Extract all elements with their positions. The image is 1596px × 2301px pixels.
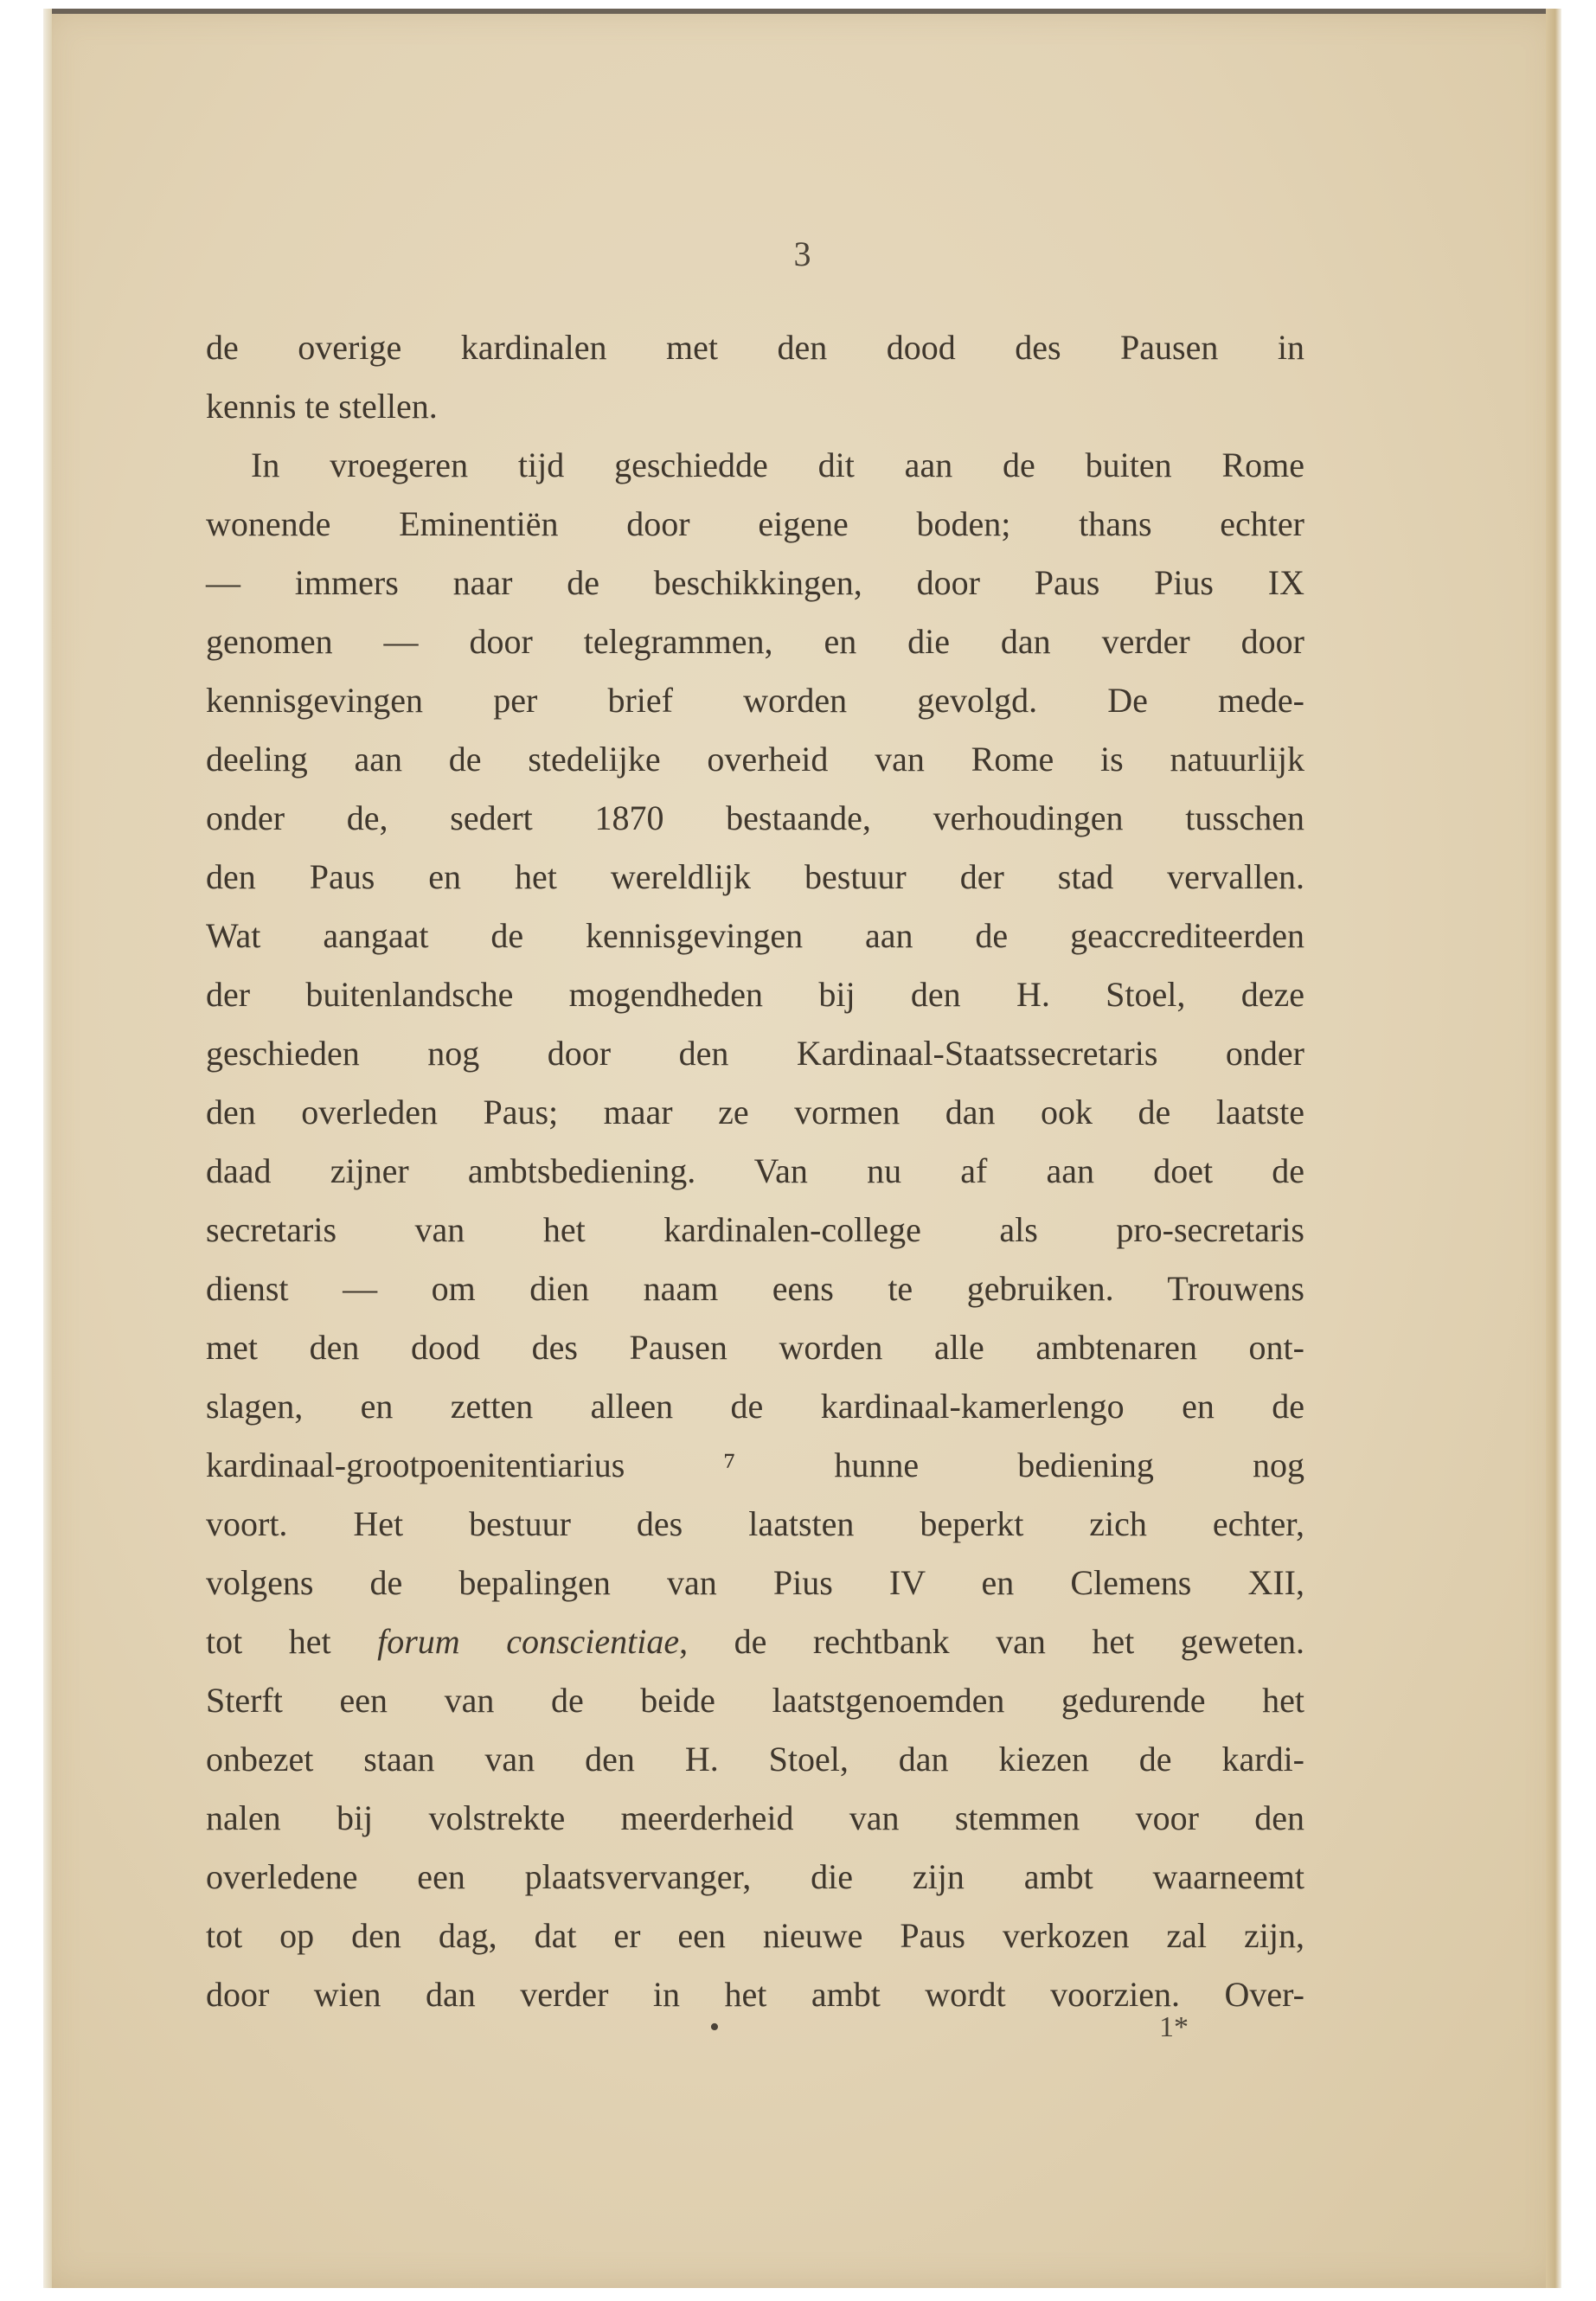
ornament-dot: • bbox=[709, 2011, 720, 2043]
text-line: de overige kardinalen met den dood des Pausen in bbox=[206, 328, 1304, 367]
text-line: voort. Het bestuur des laatsten beperkt zich echter, bbox=[206, 1504, 1304, 1543]
text-line: Sterft een van de beide laatstgenoemden gedurende het bbox=[206, 1681, 1304, 1720]
top-rule bbox=[43, 9, 1561, 14]
text-segment: , de rechtbank van het geweten. bbox=[679, 1622, 1304, 1661]
text-line: nalen bij volstrekte meerderheid van stemmen voor den bbox=[206, 1798, 1304, 1837]
book-page bbox=[43, 9, 1561, 2288]
text-line: volgens de bepalingen van Pius IV en Clemens XII, bbox=[206, 1563, 1304, 1602]
signature-mark bbox=[43, 2011, 1561, 2054]
text-line: Wat aangaat de kennisgevingen aan de geaccrediteerden bbox=[206, 916, 1304, 955]
body-text bbox=[206, 318, 1304, 2024]
text-line: onder de, sedert 1870 bestaande, verhoudingen tusschen bbox=[206, 798, 1304, 837]
text-segment: tot het bbox=[206, 1622, 331, 1661]
text-line: kardinaal-grootpoenitentiarius ⁷ hunne bediening nog bbox=[206, 1445, 1304, 1484]
text-line: den Paus en het wereldlijk bestuur der stad vervallen. bbox=[206, 857, 1304, 896]
text-line: door wien dan verder in het ambt wordt voorzien. Over- bbox=[206, 1975, 1304, 2014]
text-line: slagen, en zetten alleen de kardinaal-kamerlengo en de bbox=[206, 1387, 1304, 1426]
latin-phrase: forum conscientiae bbox=[377, 1622, 680, 1661]
text-line: den overleden Paus; maar ze vormen dan ook de laatste bbox=[206, 1093, 1304, 1131]
text-line: kennis te stellen. bbox=[206, 387, 438, 426]
text-line: secretaris van het kardinalen-college als pro-secretaris bbox=[206, 1210, 1304, 1249]
page-edge-right bbox=[1546, 9, 1561, 2288]
page-number: 3 bbox=[793, 234, 811, 273]
text-line: onbezet staan van den H. Stoel, dan kiezen de kardi- bbox=[206, 1740, 1304, 1779]
page-edge-left bbox=[43, 9, 52, 2288]
text-line: wonende Eminentiën door eigene boden; thans echter bbox=[206, 504, 1304, 543]
text-line: geschieden nog door den Kardinaal-Staatssecretaris onder bbox=[206, 1034, 1304, 1073]
text-line: tot op den dag, dat er een nieuwe Paus verkozen zal zijn, bbox=[206, 1916, 1304, 1955]
text-line-mixed bbox=[206, 1612, 1304, 1671]
text-line: daad zijner ambtsbediening. Van nu af aan doet de bbox=[206, 1151, 1304, 1190]
text-line: — immers naar de beschikkingen, door Paus Pius IX bbox=[206, 563, 1304, 602]
gathering-signature: 1* bbox=[1159, 2011, 1189, 2043]
text-line: der buitenlandsche mogendheden bij den H. Stoel, deze bbox=[206, 975, 1304, 1014]
text-line: met den dood des Pausen worden alle ambtenaren ont- bbox=[206, 1328, 1304, 1367]
text-line: overledene een plaatsvervanger, die zijn ambt waarneemt bbox=[206, 1857, 1304, 1896]
text-line: kennisgevingen per brief worden gevolgd. De mede- bbox=[206, 681, 1304, 720]
text-line: In vroegeren tijd geschiedde dit aan de buiten Rome bbox=[251, 445, 1304, 484]
text-line: dienst — om dien naam eens te gebruiken. Trouwens bbox=[206, 1269, 1304, 1308]
text-line: deeling aan de stedelijke overheid van Rome is natuurlijk bbox=[206, 740, 1304, 779]
text-line: genomen — door telegrammen, en die dan verder door bbox=[206, 622, 1304, 661]
